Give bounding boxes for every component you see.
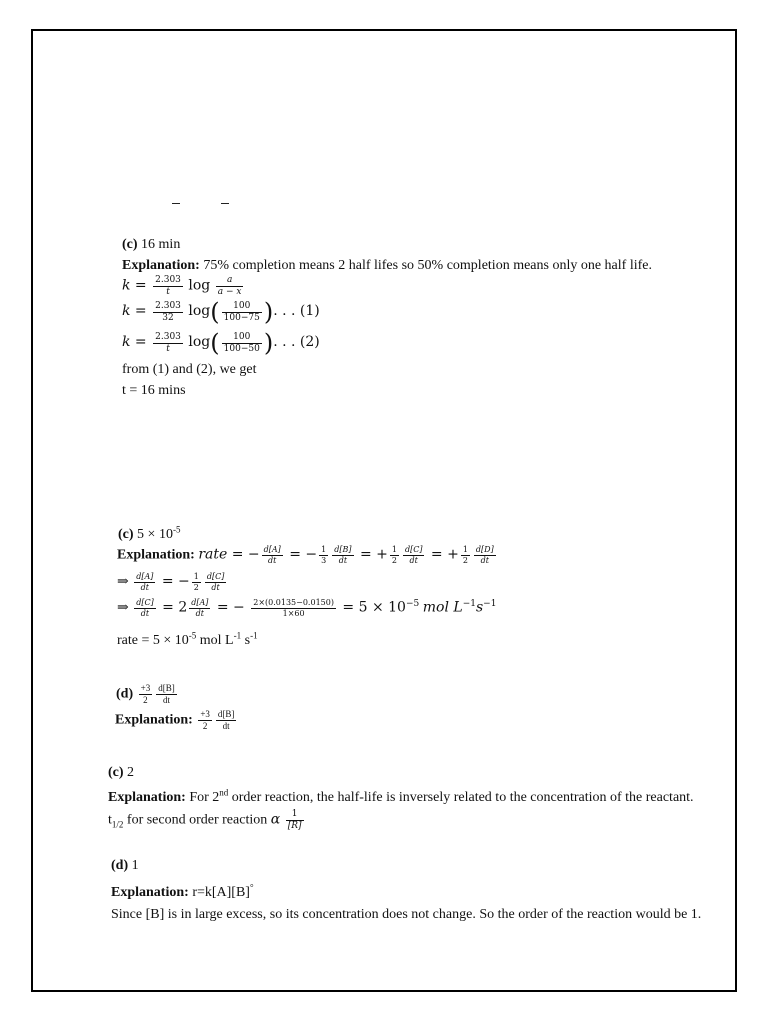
- q1-explanation-label: Explanation:: [122, 258, 200, 273]
- q5-answer-label: (d): [111, 858, 129, 873]
- stray-dash-left: [172, 203, 180, 204]
- q1-eq1-log-den: a − x: [217, 287, 242, 297]
- q2-a-den: dt: [268, 556, 277, 565]
- q1-eq3-lhs: k: [122, 334, 131, 351]
- q1-eq2-log: log: [188, 303, 211, 320]
- q1-eq2-den: 32: [162, 312, 174, 323]
- q4-half-life-line: [108, 810, 306, 831]
- q2-one-c: 1: [462, 545, 468, 554]
- q3-exp-frac2-num: d[B]: [217, 709, 235, 719]
- q2-d-den: dt: [480, 556, 489, 565]
- q3-explanation-label: Explanation:: [115, 712, 193, 728]
- q2-two-a: 2: [391, 556, 397, 565]
- q2-rate-exp1: -5: [188, 630, 197, 641]
- q2-b-den: dt: [338, 556, 348, 565]
- q2-line2: ⇒ $\frac{d[A]}{dt}$ = − $\frac{1}{2}$ $\frac{d[C]}{dt}$: [117, 572, 225, 592]
- q1-eq1-den: t: [166, 287, 170, 297]
- q3-exp-den: 2: [202, 721, 208, 731]
- q1-eq3-log-den: 100−50: [223, 343, 260, 354]
- stray-dash-right: [221, 203, 229, 204]
- q2-one-b: 1: [391, 545, 397, 554]
- q2-answer-label: (c): [118, 527, 134, 542]
- q4-answer: [108, 766, 134, 780]
- q2-line3-mid-den: dt: [195, 609, 205, 618]
- q4-t-label: t: [108, 812, 112, 828]
- q2-line2-coef-num: 1: [193, 572, 199, 581]
- q2-line2-rhs-den: dt: [211, 583, 220, 592]
- q1-eq1-frac: [153, 276, 183, 297]
- q2-line3-coef: 2: [178, 599, 188, 616]
- q4-answer-label: (c): [108, 765, 124, 780]
- q2-answer: [118, 524, 181, 542]
- q2-line3: ⇒ $\frac{d[C]}{dt}$ = 2 $\frac{d[A]}{dt}$ = − $\frac{2\times(0.0135-0.0150)}{1\times 60}$ = $5 \times 10^{-5}$ mol $L^{-1}s^{-1}$: [117, 598, 497, 618]
- q1-eq2-num: 2.303: [155, 300, 181, 311]
- q1-eq2-frac: [153, 302, 183, 323]
- q4-text-after: order reaction, the half-life is inversely related to the concentration of the reactant.: [228, 790, 694, 805]
- q1-eq1-num: 2.303: [155, 275, 181, 285]
- q2-line3-s-exp: −1: [483, 599, 497, 610]
- q2-line3-big-num: 2×(0.0135−0.0150): [253, 598, 334, 607]
- q1-eq2-log-num: 100: [222, 302, 262, 313]
- q2-line3-mid-num: d[A]: [191, 598, 209, 607]
- q1-eq2-lhs: k: [122, 303, 131, 320]
- q2-line3-lhs-num: d[C]: [136, 598, 154, 607]
- q5-answer: [111, 859, 139, 873]
- q2-rate-mid: mol L: [196, 633, 234, 648]
- q3-explanation: [115, 710, 238, 731]
- q2-line3-lhs: [134, 599, 155, 618]
- q1-eq1: k = $\frac{2.303}{t}$ log $\frac{a}{a - x}$: [122, 275, 242, 297]
- q2-rate-exp2: -1: [233, 630, 242, 641]
- q2-d-num: d[D]: [475, 545, 494, 554]
- q5-text: Since [B] is in large excess, so its concentration does not change. So the order of the reaction would be 1.: [111, 907, 702, 922]
- q1-eq3-num: 2.303: [155, 331, 181, 342]
- q1-answer-label: (c): [122, 237, 138, 252]
- q4-answer-value: 2: [127, 765, 135, 780]
- q2-line3-lhs-den: dt: [140, 609, 150, 618]
- q2-line2-lhs-den: dt: [140, 583, 149, 592]
- q4-t-sub: 1/2: [111, 819, 124, 830]
- q1-eq3-log-num: 100: [222, 333, 262, 344]
- q2-two-b: 2: [462, 556, 468, 565]
- q1-eq3-logfrac: [222, 333, 262, 354]
- q4-text-before: For 2: [189, 790, 220, 805]
- q2-frac-a: [262, 546, 283, 565]
- q2-three: 3: [321, 556, 327, 565]
- q2-frac-1-2a: [390, 546, 399, 565]
- q2-answer-exp: -5: [172, 524, 181, 535]
- q3-answer-frac2-den: dt: [162, 695, 170, 705]
- q3-exp-frac2-den: dt: [222, 721, 230, 731]
- q3-answer-num: +3: [140, 683, 151, 693]
- q3-answer: [116, 684, 179, 705]
- q3-answer-label: (d): [116, 686, 134, 702]
- q2-line2-coef-den: 2: [193, 583, 199, 592]
- q2-explanation-label: Explanation:: [117, 547, 195, 563]
- q2-rate-line: [117, 630, 258, 648]
- q2-frac-1-3: [319, 546, 328, 565]
- q1-eq3-tail: . . . (2): [273, 334, 320, 351]
- q2-line3-result: 5 × 10: [358, 599, 406, 616]
- q2-line2-rhs: [205, 573, 226, 592]
- q3-exp-num: +3: [200, 709, 210, 719]
- q2-line3-result-exp: −5: [405, 599, 420, 610]
- q4-frac-num: 1: [286, 810, 304, 821]
- q3-exp-frac1: [198, 710, 212, 731]
- q1-from-line: from (1) and (2), we get: [122, 362, 257, 377]
- q1-eq3: k = $\frac{2.303}{t}$ log( $\frac{100}{100-50}$ ). . . (2): [122, 329, 320, 357]
- q2-line3-big: [251, 599, 336, 618]
- q4-frac: [286, 810, 304, 831]
- q2-line3-unit-s: s: [475, 599, 484, 616]
- q2-line3-big-den: 1×60: [282, 609, 305, 618]
- q2-frac-d: [474, 546, 496, 565]
- q1-eq3-frac: [153, 333, 183, 354]
- q3-answer-den: 2: [143, 695, 148, 705]
- q1-eq1-log: log: [188, 277, 211, 294]
- q3-answer-frac2-num: d[B]: [158, 683, 175, 693]
- q1-eq2-tail: . . . (1): [273, 303, 320, 320]
- q2-rate-prefix: rate = 5 × 10: [117, 633, 189, 648]
- q2-line2-lhs-num: d[A]: [136, 572, 154, 581]
- q5-rate-expr: r=k[A][B]: [192, 885, 250, 900]
- q2-a-num: d[A]: [263, 545, 281, 554]
- q1-eq1-logfrac: [216, 276, 244, 297]
- q4-explanation-label: Explanation:: [108, 790, 186, 805]
- q1-eq1-log-num: a: [216, 276, 244, 287]
- q1-eq2: k = $\frac{2.303}{32}$ log( $\frac{100}{100-75}$ ). . . (1): [122, 298, 320, 326]
- q1-eq3-log: log: [188, 334, 211, 351]
- q2-rate-word: rate: [198, 546, 228, 563]
- page-border: [31, 29, 737, 992]
- q5-explanation-label: Explanation:: [111, 885, 189, 900]
- q1-answer-value: 16 min: [141, 237, 181, 252]
- q2-line3-unit-mol: mol L: [422, 599, 463, 616]
- q3-answer-frac1: [139, 684, 153, 705]
- q1-eq1-lhs: k: [122, 277, 131, 294]
- q2-line2-lhs: [134, 573, 155, 592]
- q2-frac-c: [403, 546, 424, 565]
- q4-t-text: for second order reaction: [123, 812, 271, 828]
- q5-explanation: [111, 882, 254, 900]
- q2-frac-1-2b: [461, 546, 470, 565]
- q2-line2-coef: [192, 573, 201, 592]
- q2-explanation: Explanation: rate = − $\frac{d[A]}{dt}$ = − $\frac{1}{3}$ $\frac{d[B]}{dt}$ = + $\frac{1}{2}$ $\frac{d[C]}{dt}$ = + $\frac{1}{2}$ $\frac{d[D]}{dt}$: [117, 545, 494, 565]
- q2-line3-arrow: ⇒: [117, 599, 129, 616]
- q5-answer-value: 1: [131, 858, 139, 873]
- q2-b-num: d[B]: [334, 545, 352, 554]
- q2-one-a: 1: [321, 545, 327, 554]
- q4-text-sup: nd: [219, 787, 229, 798]
- q1-answer: [122, 238, 180, 252]
- q1-eq2-logfrac: [222, 302, 262, 323]
- q2-frac-b: [332, 546, 353, 565]
- q2-line2-arrow: ⇒: [117, 573, 129, 590]
- q2-line3-l-exp: −1: [462, 599, 476, 610]
- q2-c-den: dt: [409, 556, 418, 565]
- q2-line3-mid: [189, 599, 210, 618]
- q2-rate-exp3: -1: [250, 630, 258, 641]
- q1-eq3-den: t: [166, 343, 170, 354]
- q1-result-line: t = 16 mins: [122, 383, 186, 398]
- q4-explanation: [108, 787, 694, 805]
- q4-alpha: α: [270, 811, 281, 828]
- q1-explanation-text: 75% completion means 2 half lifes so 50% completion means only one half life.: [203, 258, 652, 273]
- q1-explanation: [122, 259, 652, 273]
- q2-rate-s: s: [241, 633, 251, 648]
- q3-answer-frac2: [156, 684, 177, 705]
- q5-rate-sup: °: [249, 882, 254, 893]
- q4-frac-den: [R]: [287, 821, 302, 831]
- q2-line2-rhs-num: d[C]: [206, 572, 225, 581]
- q2-answer-value: 5 × 10: [137, 527, 173, 542]
- q2-c-num: d[C]: [404, 545, 423, 554]
- q3-exp-frac2: [216, 710, 237, 731]
- q1-eq2-log-den: 100−75: [223, 312, 260, 323]
